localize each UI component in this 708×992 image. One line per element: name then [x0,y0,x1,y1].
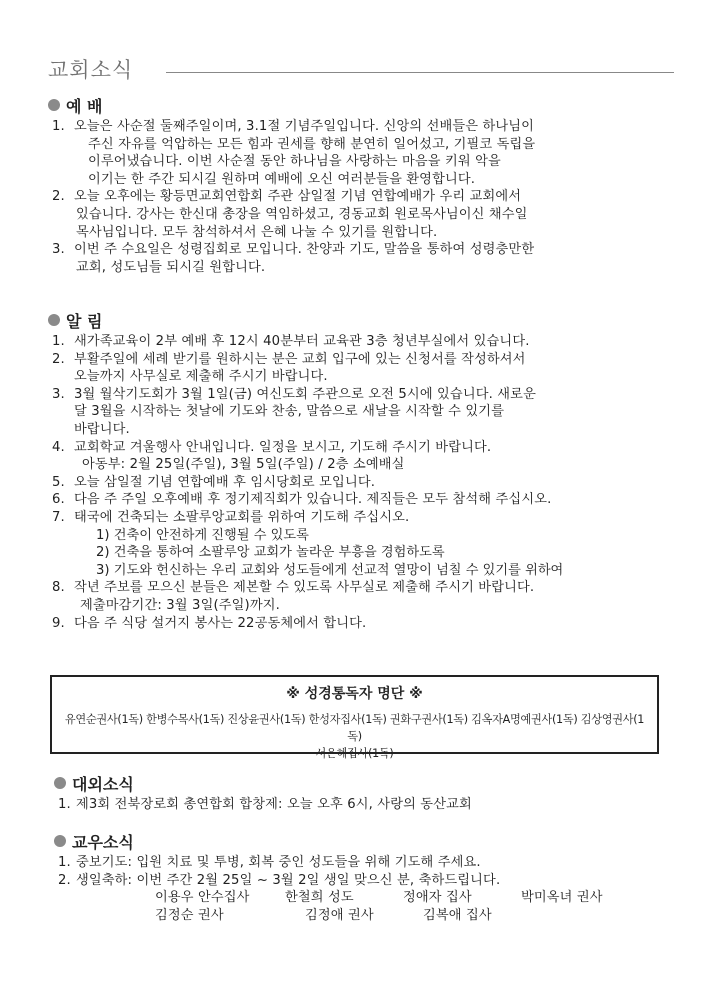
item-number: 2. [58,872,71,888]
bullet-icon [54,777,66,789]
item-line: 달 3월을 시작하는 첫날에 기도와 찬송, 말씀으로 새날을 시작할 수 있기를 [74,404,505,420]
item-line: 다음 주 식당 설거지 봉사는 22공동체에서 합니다. [74,615,367,631]
list-item [48,351,668,386]
item-line: 제출마감기간: 3월 3일(주일)까지. [80,597,280,613]
list-item [48,474,668,492]
list-item [48,439,668,474]
members-section [54,830,674,924]
bullet-icon [48,314,60,326]
item-line: 교회, 성도님들 되시길 원합니다. [76,259,266,275]
worship-title: 예 배 [66,96,103,116]
bullet-icon [54,835,66,847]
bible-reader-title: ※ 성경통독자 명단 ※ [286,686,423,702]
item-line: 이번 주 수요일은 성령집회로 모입니다. 찬양과 기도, 말씀을 통하여 성령충만한 [74,242,535,258]
members-title: 교우소식 [72,832,134,852]
item-line: 바랍니다. [74,421,130,437]
list-item [48,118,668,188]
birthday-name: 정애자 집사 [403,890,472,906]
item-line: 부활주일에 세례 받기를 원하시는 분은 교회 입구에 있는 신청서를 작성하셔서 [74,351,526,367]
birthday-text: 이번 주간 2월 25일 ~ 3월 2일 생일 맞으신 분, 축하드립니다. [136,872,501,888]
item-line: 제3회 전북장로회 총연합회 합창제: 오늘 오후 6시, 사랑의 동산교회 [76,797,472,812]
item-line: 새가족교육이 2부 예배 후 12시 40분부터 교육관 3층 청년부실에서 있습니다. [74,334,530,349]
item-line: 이루어냈습니다. 이번 사순절 동안 하나님을 사랑하는 마음을 키워 악을 [88,154,501,170]
header-rule [166,72,674,73]
birthday-name: 김정순 권사 [155,907,224,923]
birthday-name: 김정애 권사 [305,907,374,923]
list-item [48,188,668,241]
list-item [48,386,668,439]
list-item [48,241,668,276]
item-number: 1. [58,797,71,812]
prayer-item [54,854,674,872]
birthday-names-row [54,889,674,907]
item-line: 태국에 건축되는 소팔루앙교회를 위하여 기도해 주십시오. [74,509,410,525]
item-line: 이기는 한 주간 되시길 원하며 예배에 오신 여러분들을 환영합니다. [88,171,476,187]
birthday-names-row [54,907,674,925]
item-line: 목사님입니다. 모두 참석하셔서 은혜 나눌 수 있기를 원합니다. [76,224,438,240]
item-line: 오늘 삼일절 기념 연합예배 후 임시당회로 모입니다. [74,474,376,490]
item-line: 있습니다. 강사는 한신대 총장을 역임하셨고, 경동교회 원로목사님이신 채수일 [76,206,528,222]
item-number: 2. [52,189,65,205]
item-number: 1. [52,334,65,349]
item-number: 9. [52,615,65,631]
notice-title: 알 림 [66,311,103,331]
notice-list [48,333,668,632]
birthday-name: 박미옥녀 권사 [521,890,603,906]
bible-reader-box [50,675,659,760]
names-line: 서은혜집사(1독) [315,747,394,760]
item-line: 작년 주보를 모으신 분들은 제본할 수 있도록 사무실로 제출해 주시기 바랍니다. [74,580,535,596]
birthday-name: 이용우 안수집사 [155,890,250,906]
sub-item: 2) 건축을 통하여 소팔루앙 교회가 놀라운 부흥을 경험하도록 [96,545,445,561]
prayer-label: 중보기도: [76,855,133,870]
item-line: 교회학교 겨울행사 안내입니다. 일정을 보시고, 기도해 주시기 바랍니다. [74,439,492,455]
page-title: 교회소식 [48,58,134,82]
worship-section [48,94,668,276]
birthday-name: 김복애 집사 [423,907,492,923]
item-number: 8. [52,580,65,596]
list-item [48,509,668,527]
worship-list [48,118,668,276]
sub-item: 1) 건축이 안전하게 진행될 수 있도록 [96,527,309,543]
item-line: 주신 자유를 억압하는 모든 힘과 권세를 향해 분연히 일어섰고, 기필코 독립을 [88,136,536,152]
item-line: 오늘은 사순절 둘째주일이며, 3.1절 기념주일입니다. 신앙의 선배들은 하나님이 [74,119,535,134]
item-line: 3월 월삭기도회가 3월 1일(금) 여신도회 주관으로 오전 5시에 있습니다. 새로운 [74,386,536,402]
external-section [54,772,674,814]
item-number: 3. [52,386,65,402]
names-line: 유연순권사(1독) 한병수목사(1독) 진상윤권사(1독) 한성자집사(1독) 권화구권사(1독) 김옥자A명예권사(1독) 김상영권사(1독) [64,713,645,743]
item-number: 7. [52,509,65,525]
birthday-label: 생일축하: [76,872,133,888]
item-number: 1. [58,855,71,870]
sub-item: 3) 기도와 헌신하는 우리 교회와 성도들에게 선교적 열망이 넘칠 수 있기를 위하여 [96,562,564,578]
list-item [48,491,668,509]
list-item [54,796,674,814]
item-line: 아동부: 2월 25일(주일), 3월 5일(주일) / 2층 소예배실 [82,457,405,473]
birthday-item [54,872,674,890]
external-title: 대외소식 [72,774,134,794]
bible-reader-names [58,711,651,762]
item-line: 오늘 오후에는 황등면교회연합회 주관 삼일절 기념 연합예배가 우리 교회에서 [74,189,522,205]
item-line: 오늘까지 사무실로 제출해 주시기 바랍니다. [74,369,328,385]
list-item [48,333,668,351]
prayer-text: 입원 치료 및 투병, 회복 중인 성도들을 위해 기도해 주세요. [136,855,481,870]
list-item [48,579,668,614]
item-number: 2. [52,351,65,367]
birthday-name: 한철희 성도 [285,890,354,906]
item-number: 5. [52,474,65,490]
item-number: 1. [52,119,65,134]
item-line: 다음 주 주일 오후예배 후 정기제직회가 있습니다. 제직들은 모두 참석해 주십시오. [74,492,552,508]
bullet-icon [48,99,60,111]
page-header [48,54,676,88]
item-number: 6. [52,492,65,508]
item-number: 4. [52,439,65,455]
list-item [48,615,668,633]
item-number: 3. [52,242,65,258]
notice-section [48,309,668,632]
